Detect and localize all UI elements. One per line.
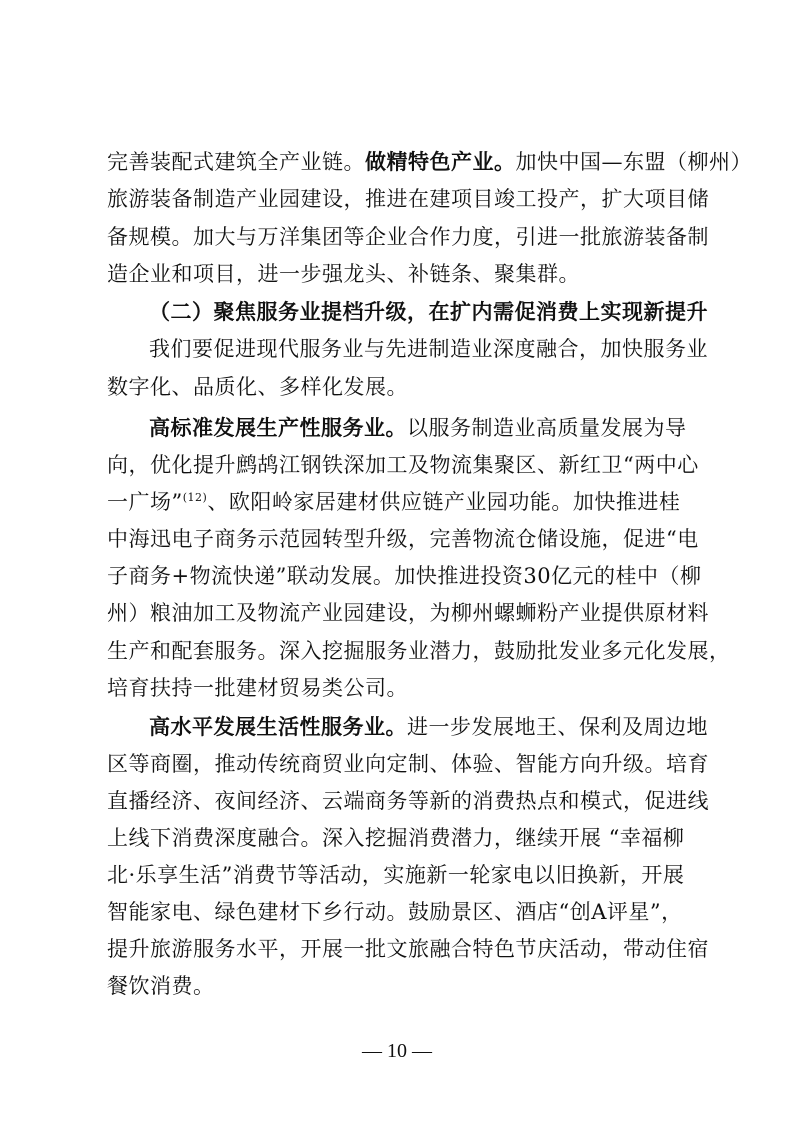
paragraph-1-line-2: 旅游装备制造产业园建设，推进在建项目竣工投产，扩大项目储 (107, 187, 709, 211)
paragraph-4-line-2: 区等商圈，推动传统商贸业向定制、体验、智能方向升级。培育 (107, 752, 709, 776)
paragraph-1-line-4: 造企业和项目，进一步强龙头、补链条、聚集群。 (107, 262, 580, 286)
paragraph-4-line-6: 智能家电、绿色建材下乡行动。鼓励景区、酒店“创A评星”， (107, 900, 683, 924)
paragraph-3-line-6: 州）粮油加工及物流产业园建设，为柳州螺蛳粉产业提供原材料 (107, 601, 709, 625)
paragraph-1-line-3: 备规模。加大与万洋集团等企业合作力度，引进一批旅游装备制 (107, 225, 709, 249)
paragraph-4-line-1 (149, 712, 708, 742)
paragraph-4-line-4: 上线下消费深度融合。深入挖掘消费潜力，继续开展 “幸福柳 (107, 826, 685, 850)
paragraph-1-line-1 (107, 147, 752, 177)
text-run: 以服务制造业高质量发展为导 (407, 416, 687, 440)
text-run: 一广场” (107, 490, 183, 514)
text-run: 完善装配式建筑全产业链。 (107, 150, 365, 174)
page-number: — 10 — (362, 1040, 432, 1062)
text-run: 进一步发展地王、保利及周边地 (407, 715, 708, 739)
text-run: 、欧阳岭家居建材供应链产业园功能。加快推进桂 (207, 490, 681, 514)
text-run: 加快中国—东盟（柳州） (515, 150, 752, 174)
paragraph-3-line-5: 子商务+物流快递”联动发展。加快推进投资30亿元的桂中（柳 (107, 564, 702, 588)
paragraph-2-line-1: 我们要促进现代服务业与先进制造业深度融合，加快服务业 (149, 337, 708, 361)
bold-lead: 高水平发展生活性服务业。 (149, 715, 407, 739)
paragraph-4-line-8: 餐饮消费。 (107, 974, 215, 998)
paragraph-4-line-7: 提升旅游服务水平，开展一批文旅融合特色节庆活动，带动住宿 (107, 937, 709, 961)
paragraph-3-line-1 (149, 413, 687, 443)
paragraph-3-line-4: 中海迅电子商务示范园转型升级，完善物流仓储设施，促进“电 (107, 527, 699, 551)
bold-lead: 做精特色产业。 (365, 150, 516, 174)
paragraph-3-line-8: 培育扶持一批建材贸易类公司。 (107, 676, 408, 700)
paragraph-3-line-7: 生产和配套服务。深入挖掘服务业潜力，鼓励批发业多元化发展， (107, 639, 731, 663)
bold-lead: 高标准发展生产性服务业。 (149, 416, 407, 440)
paragraph-2-line-2: 数字化、品质化、多样化发展。 (107, 375, 408, 399)
paragraph-4-line-5: 北·乐享生活”消费节等活动，实施新一轮家电以旧换新，开展 (107, 863, 685, 887)
paragraph-3-line-3 (107, 487, 687, 517)
paragraph-3-line-2: 向，优化提升鹧鸪江钢铁深加工及物流集聚区、新红卫“两中心 (107, 453, 699, 477)
footnote-marker: (12) (182, 491, 208, 504)
section-heading: （二）聚焦服务业提档升级，在扩内需促消费上实现新提升 (149, 300, 708, 324)
paragraph-4-line-3: 直播经济、夜间经济、云端商务等新的消费热点和模式，促进线 (107, 789, 709, 813)
